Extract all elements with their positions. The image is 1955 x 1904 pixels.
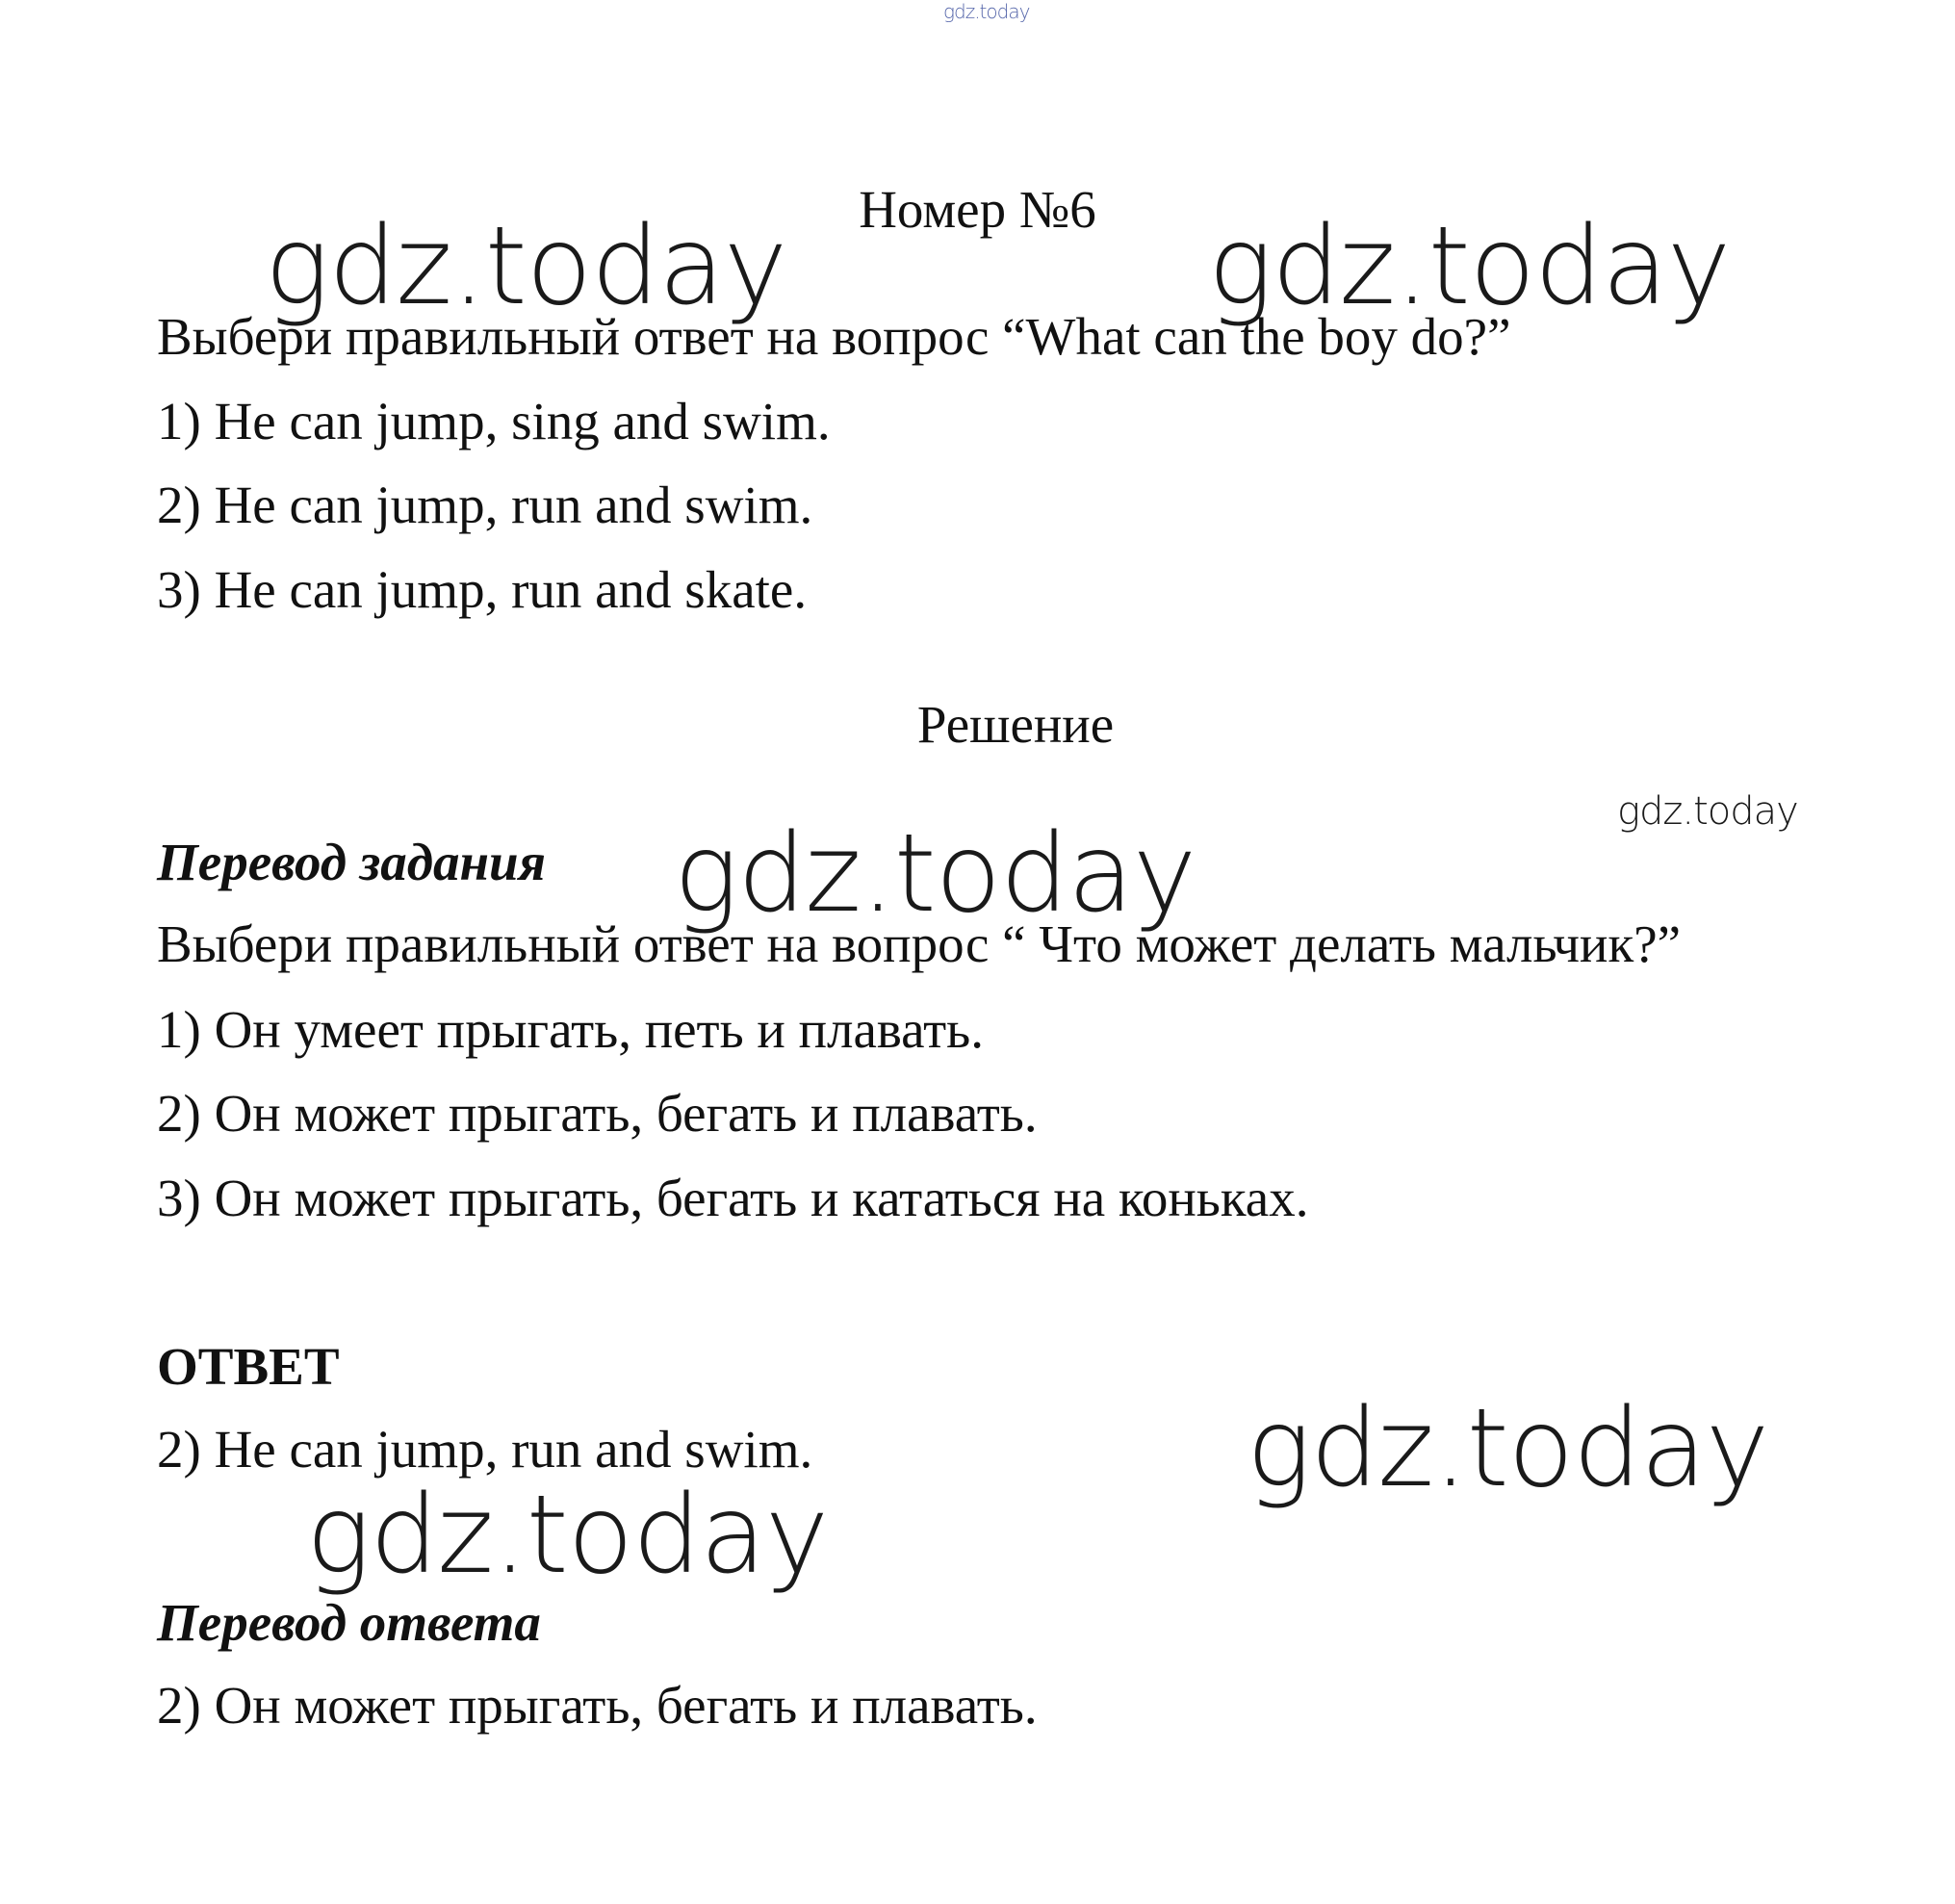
answer-translation-heading: Перевод ответа <box>157 1593 541 1652</box>
question-translation: Выбери правильный ответ на вопрос “ Что может делать мальчик?” <box>157 914 1682 973</box>
watermark-5: gdz.today <box>306 1473 829 1598</box>
top-watermark: gdz.today <box>943 0 1030 23</box>
answer-translation: 2) Он может прыгать, бегать и плавать. <box>157 1676 1038 1735</box>
task-translation-heading: Перевод задания <box>157 833 546 891</box>
translation-option-3: 3) Он может прыгать, бегать и кататься на коньках. <box>157 1169 1309 1227</box>
translation-option-2: 2) Он может прыгать, бегать и плавать. <box>157 1084 1038 1143</box>
task-option-3: 3) He can jump, run and skate. <box>157 560 808 619</box>
answer-text: 2) He can jump, run and swim. <box>157 1420 813 1479</box>
watermark-2: gdz.today <box>1208 204 1731 329</box>
page-title: Номер №6 <box>859 180 1096 239</box>
task-option-2: 2) He can jump, run and swim. <box>157 476 813 534</box>
watermark-4: gdz.today <box>1247 1386 1769 1511</box>
translation-option-1: 1) Он умеет прыгать, петь и плавать. <box>157 1000 984 1059</box>
watermark-1: gdz.today <box>265 204 787 329</box>
watermark-small: gdz.today <box>1617 789 1798 834</box>
task-option-1: 1) He can jump, sing and swim. <box>157 392 831 450</box>
solution-heading: Решение <box>916 695 1115 754</box>
task-question: Выбери правильный ответ на вопрос “What can the boy do?” <box>157 307 1511 366</box>
watermark-3: gdz.today <box>674 811 1196 937</box>
answer-heading: ОТВЕТ <box>157 1337 340 1396</box>
